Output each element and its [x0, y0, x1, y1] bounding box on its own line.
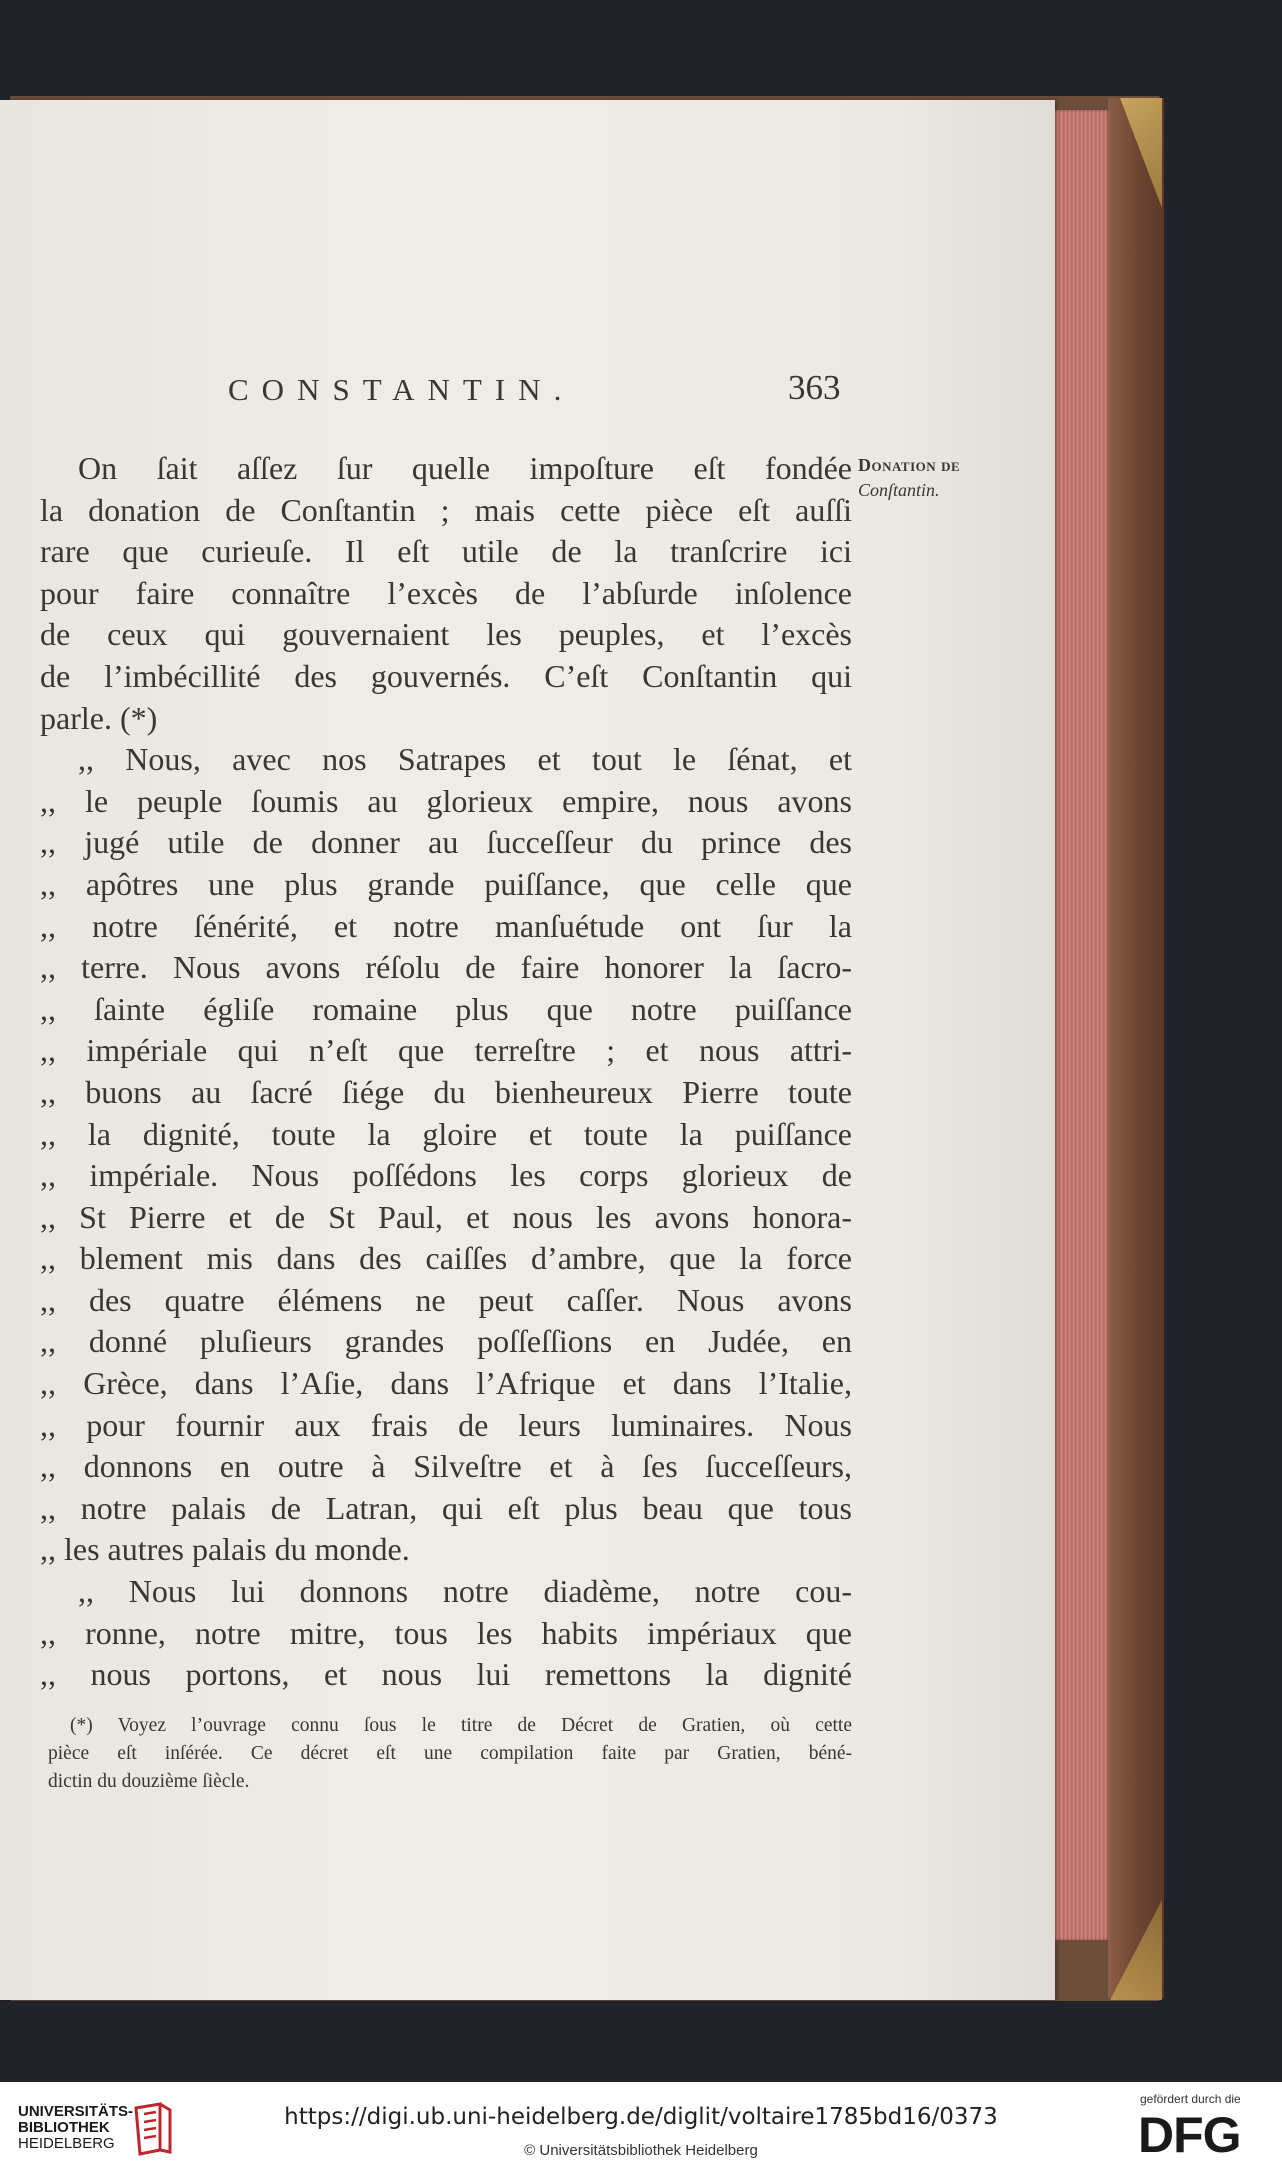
text-line: pour faire connaître l’excès de l’abſurde inſolence [40, 574, 852, 611]
page-number: 363 [788, 368, 841, 407]
library-name-line: UNIVERSITÄTS- [18, 2103, 134, 2120]
text-line: rare que curieuſe. Il eſt utile de la tranſcrire ici [40, 533, 852, 570]
text-line: ,, nous portons, et nous lui remettons la dignité [40, 1656, 852, 1693]
footnote-line: (*) Voyez l’ouvrage connu ſous le titre de Décret de Gratien, où cette [70, 1715, 852, 1736]
footnote-line: dictin du douzième ſiècle. [48, 1771, 250, 1792]
text-line: ,, impériale qui n’eſt que terreſtre ; et nous attri- [40, 1032, 852, 1069]
page-block-edges [1050, 110, 1110, 1940]
text-line: ,, ronne, notre mitre, tous les habits impériaux que [40, 1614, 852, 1651]
text-line: la donation de Conſtantin ; mais cette pièce eſt auſſi [40, 491, 852, 528]
margin-note-line: Conſtantin. [858, 480, 940, 500]
text-line: ,, terre. Nous avons réſolu de faire honorer la ſacro- [40, 949, 852, 986]
text-line: On ſait aſſez ſur quelle impoſture eſt fondée [78, 450, 852, 486]
text-line: ,, blement mis dans des caiſſes d’ambre, que la force [40, 1240, 852, 1277]
dfg-logo[interactable]: DFG [1138, 2107, 1241, 2163]
text-line: ,, Grèce, dans l’Aſie, dans l’Afrique et dans l’Italie, [40, 1365, 852, 1402]
text-line: ,, notre ſénérité, et notre manſuétude ont ſur la [40, 907, 852, 944]
text-line: ,, la dignité, toute la gloire et toute la puiſſance [40, 1115, 852, 1152]
text-line: ,, Nous lui donnons notre diadème, notre cou- [78, 1573, 852, 1610]
book-page [0, 100, 1055, 2000]
text-line: ,, apôtres une plus grande puiſſance, que celle que [40, 865, 852, 902]
text-line: ,, impériale. Nous poſſédons les corps glorieux de [40, 1157, 852, 1194]
text-line: ,, notre palais de Latran, qui eſt plus beau que tous [40, 1489, 852, 1526]
text-line: ,, le peuple ſoumis au glorieux empire, nous avons [40, 782, 852, 819]
text-line: ,, les autres palais du monde. [40, 1531, 410, 1568]
running-head: CONSTANTIN. [228, 372, 575, 407]
book-spine-edge [1108, 98, 1164, 1998]
body-text [40, 448, 852, 1696]
copyright-notice: © Universitätsbibliothek Heidelberg [524, 2142, 758, 2159]
permalink-url[interactable]: https://digi.ub.uni-heidelberg.de/diglit/voltaire1785bd16/0373 [284, 2104, 998, 2130]
text-line: ,, des quatre élémens ne peut caſſer. Nous avons [40, 1281, 852, 1318]
text-line: de ceux qui gouvernaient les peuples, et l’excès [40, 616, 852, 653]
text-line: ,, Nous, avec nos Satrapes et tout le ſénat, et [78, 741, 852, 778]
footer-bar [0, 2082, 1282, 2175]
text-line: ,, donnons en outre à Silveſtre et à ſes ſucceſſeurs, [40, 1448, 852, 1485]
text-line: ,, pour fournir aux frais de leurs luminaires. Nous [40, 1406, 852, 1443]
library-name-line: HEIDELBERG [18, 2135, 115, 2152]
text-line: ,, jugé utile de donner au ſucceſſeur du prince des [40, 824, 852, 861]
margin-note [858, 453, 960, 503]
margin-note-line: Donation de [858, 455, 961, 475]
footnote-line: pièce eſt inſérée. Ce décret eſt une compilation faite par Gratien, béné- [48, 1743, 852, 1764]
text-line: ,, ſainte égliſe romaine plus que notre puiſſance [40, 990, 852, 1027]
text-line: de l’imbécillité des gouvernés. C’eſt Conſtantin qui [40, 657, 852, 694]
text-line: parle. (*) [40, 699, 158, 736]
text-line: ,, buons au ſacré ſiége du bienheureux Pierre toute [40, 1073, 852, 1110]
text-line: ,, donné pluſieurs grandes poſſeſſions en Judée, en [40, 1323, 852, 1360]
library-name-line: BIBLIOTHEK [18, 2119, 110, 2136]
funder-label: gefördert durch die [1140, 2092, 1241, 2106]
text-line: ,, St Pierre et de St Paul, et nous les avons honora- [40, 1198, 852, 1235]
footnote [48, 1712, 852, 1796]
